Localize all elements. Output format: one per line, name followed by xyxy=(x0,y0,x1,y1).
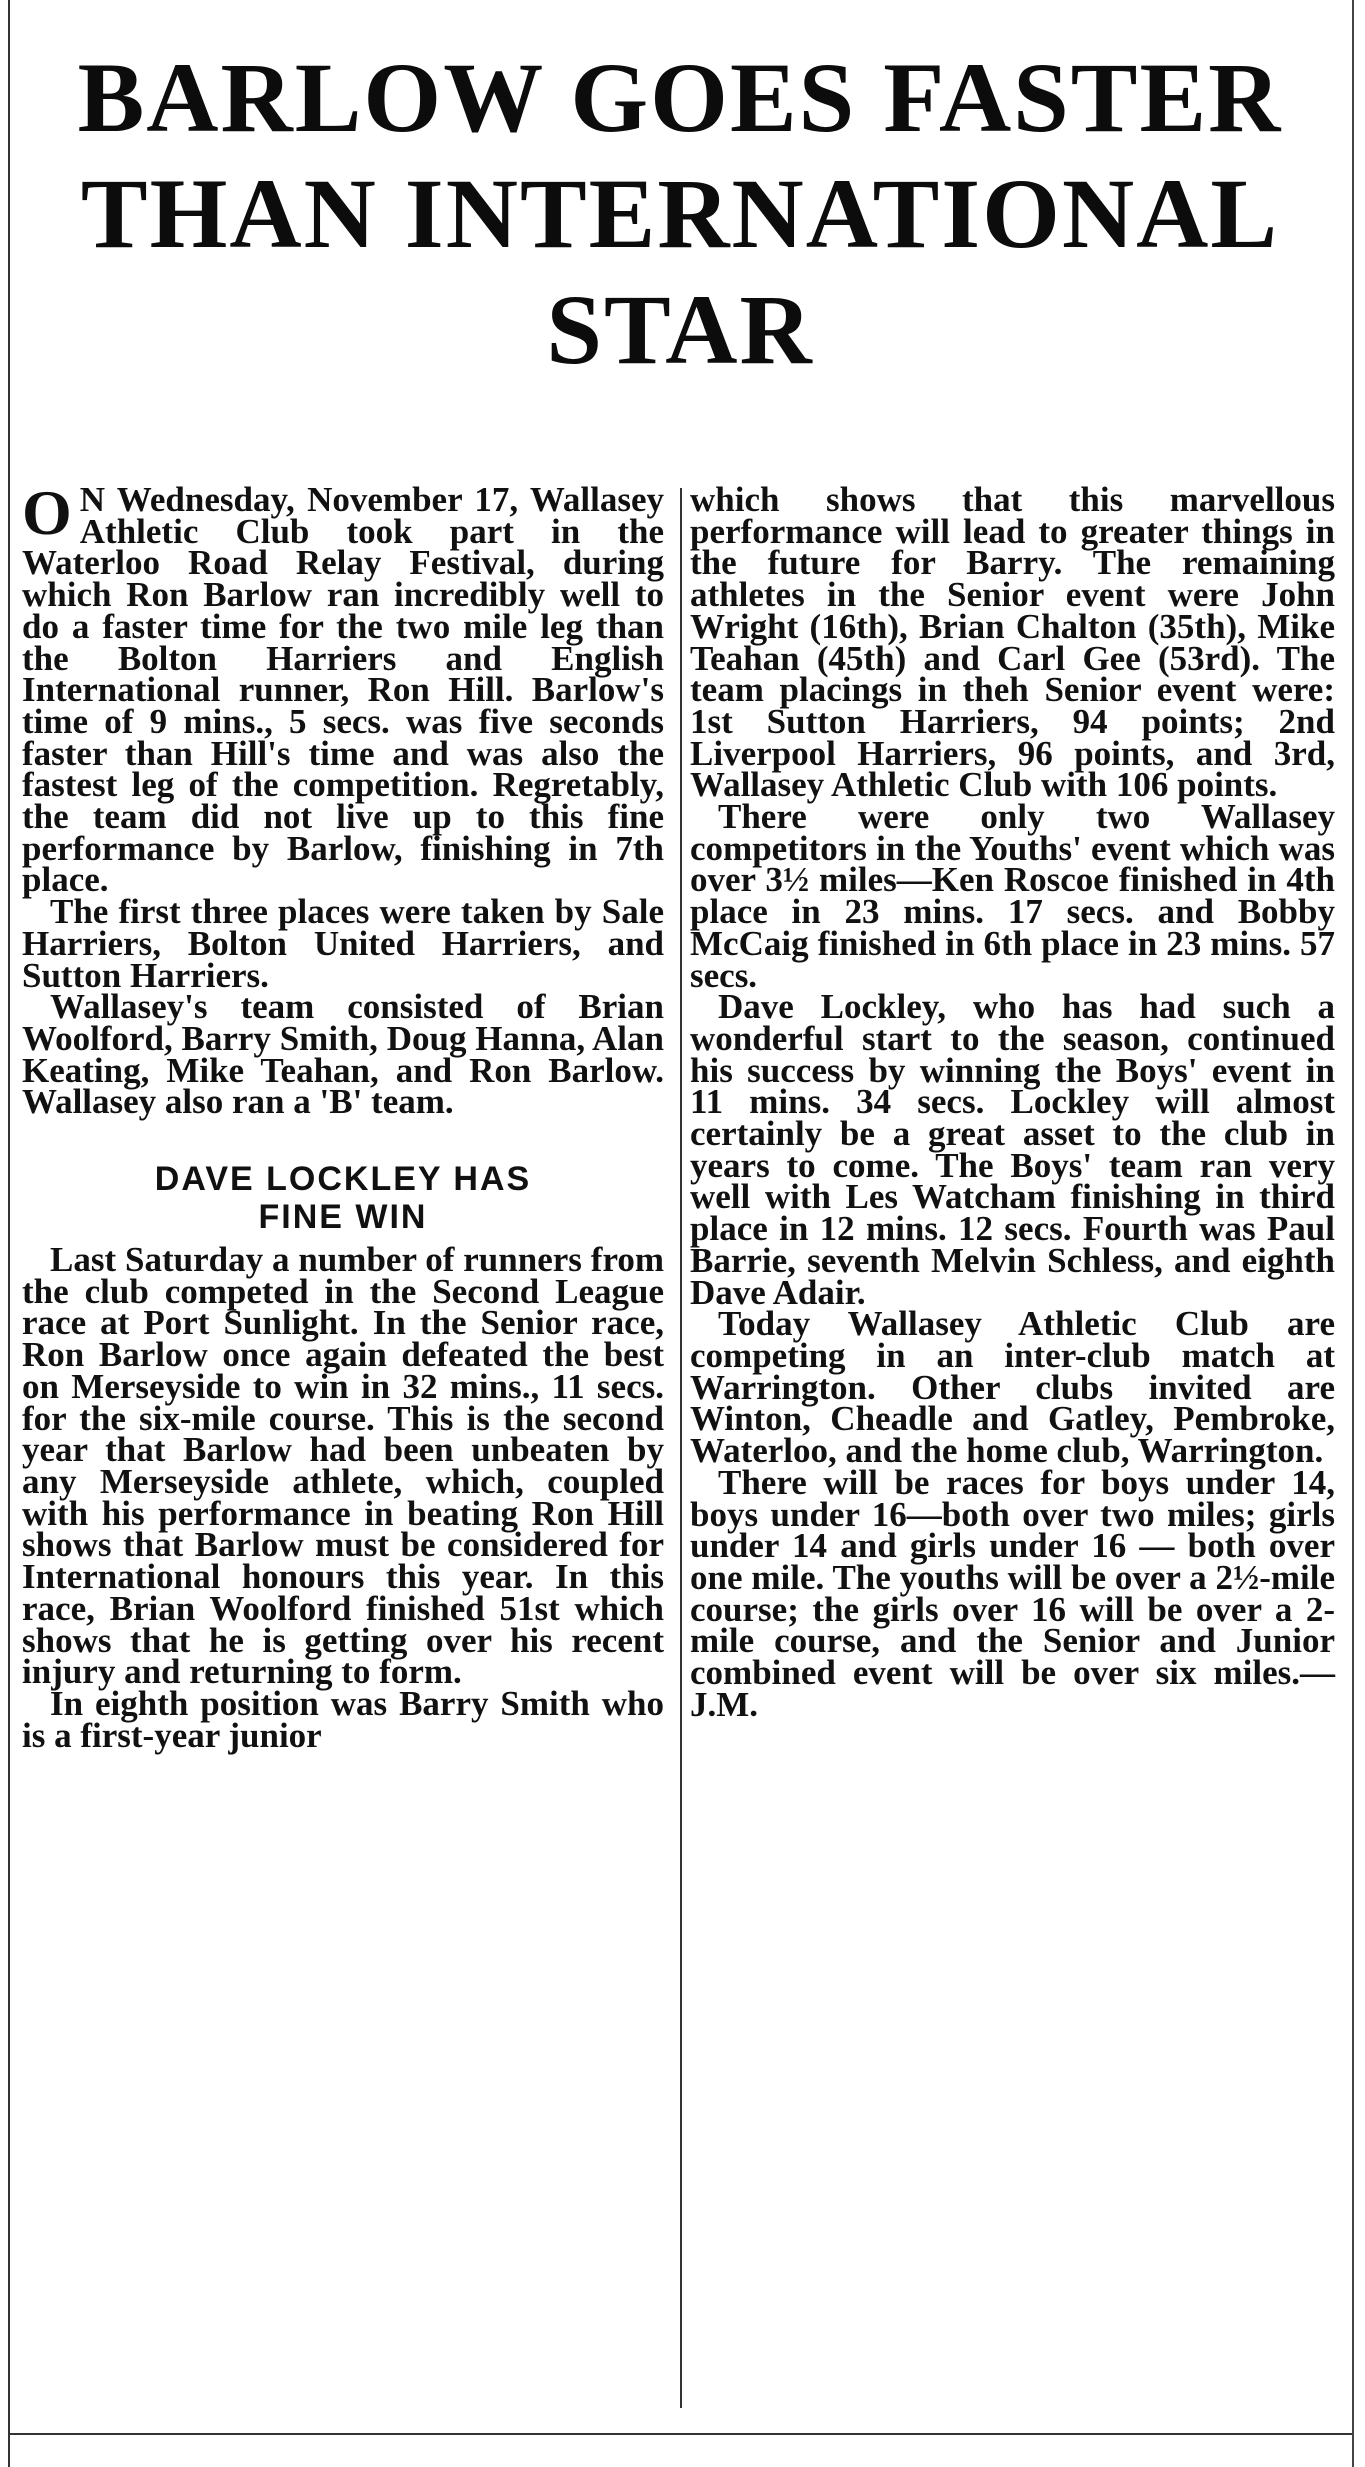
paragraph-2: The first three places were taken by Sale Harriers, Bolton United Harriers, and Sutton Harriers. xyxy=(22,892,664,995)
headline-line-1: BARLOW GOES FASTER xyxy=(77,42,1283,153)
subheading xyxy=(22,1160,664,1236)
paragraph-6: There were only two Wallasey competitors in the Youths' event which was over 3½ miles—Ken Roscoe finished in 4th place in 23 mins. 17 secs. and Bobby McCaig finished in 6th place in 23 mins. 57 secs. xyxy=(690,797,1335,995)
drop-cap: O xyxy=(22,477,72,548)
bottom-border-rule xyxy=(10,2433,1352,2435)
paragraph-1-text: N Wednesday, November 17, Wallasey Athletic Club took part in the Waterloo Road Relay Festival, during which Ron Barlow ran incredibly well to do a faster time for the two mile leg than the Bolton Harriers and English International runner, Ron Hill. Barlow's time of 9 mins., 5 secs. was five seconds faster than Hill's time and was also the fastest leg of the competition. Regretably, the team did not live up to this fine performance by Barlow, finishing in 7th place. xyxy=(22,480,664,900)
subheading-line-2: FINE WIN xyxy=(258,1198,428,1237)
article-column-left xyxy=(22,477,664,1755)
paragraph-3: Wallasey's team consisted of Brian Woolford, Barry Smith, Doug Hanna, Alan Keating, Mike Teahan, and Ron Barlow. Wallasey also ran a 'B' team. xyxy=(22,987,664,1122)
headline-line-2: THAN INTERNATIONAL xyxy=(80,158,1280,269)
headline-line-3: STAR xyxy=(546,274,814,385)
paragraph-5-continued: which shows that this marvellous performance will lead to greater things in the future for Barry. The remaining athletes in the Senior event were John Wright (16th), Brian Chalton (35th), Mike Teahan (45th) and Carl Gee (53rd). The team placings in theh Senior event were: 1st Sutton Harriers, 94 points; 2nd Liverpool Harriers, 96 points, and 3rd, Wallasey Athletic Club with 106 points. xyxy=(690,480,1335,805)
paragraph-4: Last Saturday a number of runners from the club competed in the Second League race at Port Sunlight. In the Senior race, Ron Barlow once again defeated the best on Merseyside to win in 32 mins., 11 secs. for the six-mile course. This is the second year that Barlow had been unbeaten by any Merseyside athlete, which, coupled with his performance in beating Ron Hill shows that Barlow must be considered for International honours this year. In this race, Brian Woolford finished 51st which shows that he is getting over his recent injury and returning to form. xyxy=(22,1240,664,1692)
paragraph-9: There will be races for boys under 14, boys under 16—both over two miles; girls under 14 and girls under 16 — both over one mile. The youths will be over a 2½-mile course; the girls over 16 will be over a 2-mile course, and the Senior and Junior combined event will be over six miles.—J.M. xyxy=(690,1462,1335,1724)
left-border-rule xyxy=(8,0,10,2467)
paragraph-8: Today Wallasey Athletic Club are competing in an inter-club match at Warrington. Other clubs invited are Winton, Cheadle and Gatley, Pembroke, Waterloo, and the home club, Warrington. xyxy=(690,1304,1335,1471)
paragraph-5: In eighth position was Barry Smith who is a first-year junior xyxy=(22,1683,664,1755)
headline xyxy=(20,40,1340,388)
paragraph-1 xyxy=(22,477,664,900)
paragraph-7: Dave Lockley, who has had such a wonderful start to the season, continued his success by winning the Boys' event in 11 mins. 34 secs. Lockley will almost certainly be a great asset to the club in years to come. The Boys' team ran very well with Les Watcham finishing in third place in 12 mins. 12 secs. Fourth was Paul Barrie, seventh Melvin Schless, and eighth Dave Adair. xyxy=(690,987,1335,1312)
article-column-right xyxy=(690,480,1335,1724)
right-border-rule xyxy=(1352,0,1354,2467)
subheading-line-1: DAVE LOCKLEY HAS xyxy=(154,1160,532,1199)
column-divider xyxy=(680,488,682,2408)
